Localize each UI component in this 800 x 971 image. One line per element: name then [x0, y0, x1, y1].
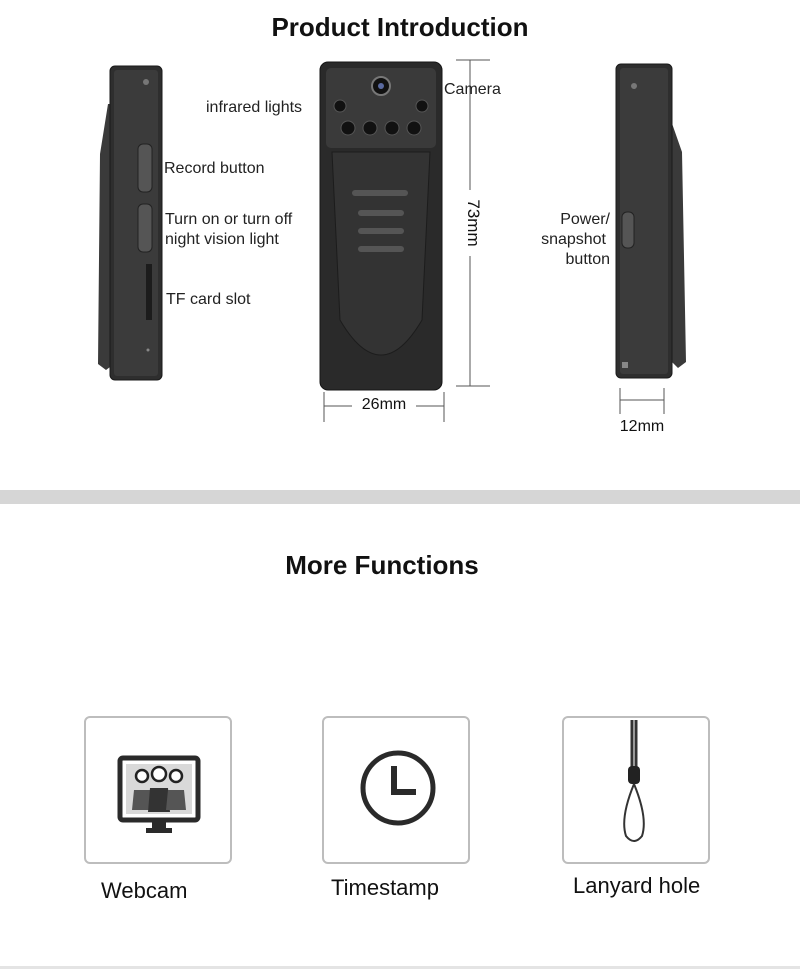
front-clip — [332, 152, 430, 355]
device-front-view — [318, 60, 448, 392]
power-label-line1: Power/ — [560, 211, 610, 228]
power-label-line2: snapshot — [541, 231, 606, 248]
lanyard-box — [562, 716, 710, 864]
power-button-shape — [622, 212, 634, 248]
lanyard-hole-label: Lanyard hole — [573, 873, 701, 898]
depth-dimension-line — [620, 388, 668, 418]
webcam-icon — [86, 718, 230, 862]
webcam-label: Webcam — [101, 878, 188, 903]
device-left-side-view — [92, 64, 167, 384]
infrared-lights-label: infrared lights — [206, 99, 303, 116]
section-divider — [0, 490, 800, 504]
bottom-rule — [0, 966, 800, 969]
record-button-label: Record button — [164, 160, 265, 177]
camera-label: Camera — [444, 81, 501, 98]
product-introduction-title: Product Introduction — [271, 12, 529, 42]
clock-icon — [324, 718, 468, 862]
timestamp-label: Timestamp — [331, 875, 439, 900]
width-dimension: 26mm — [361, 396, 407, 413]
device-right-side-view — [612, 62, 692, 382]
power-label-line3: button — [565, 251, 610, 268]
night-vision-label-line2: night vision light — [165, 231, 279, 248]
tf-card-slot-label: TF card slot — [166, 291, 251, 308]
night-vision-button-shape — [138, 204, 152, 252]
webcam-box — [84, 716, 232, 864]
lanyard-icon — [564, 718, 708, 862]
record-button-shape — [138, 144, 152, 192]
timestamp-box — [322, 716, 470, 864]
tf-slot-shape — [146, 264, 152, 320]
night-vision-label-line1: Turn on or turn off — [165, 211, 293, 228]
height-dimension: 73mm — [464, 199, 483, 247]
depth-dimension: 12mm — [619, 418, 665, 435]
more-functions-title: More Functions — [285, 550, 479, 580]
